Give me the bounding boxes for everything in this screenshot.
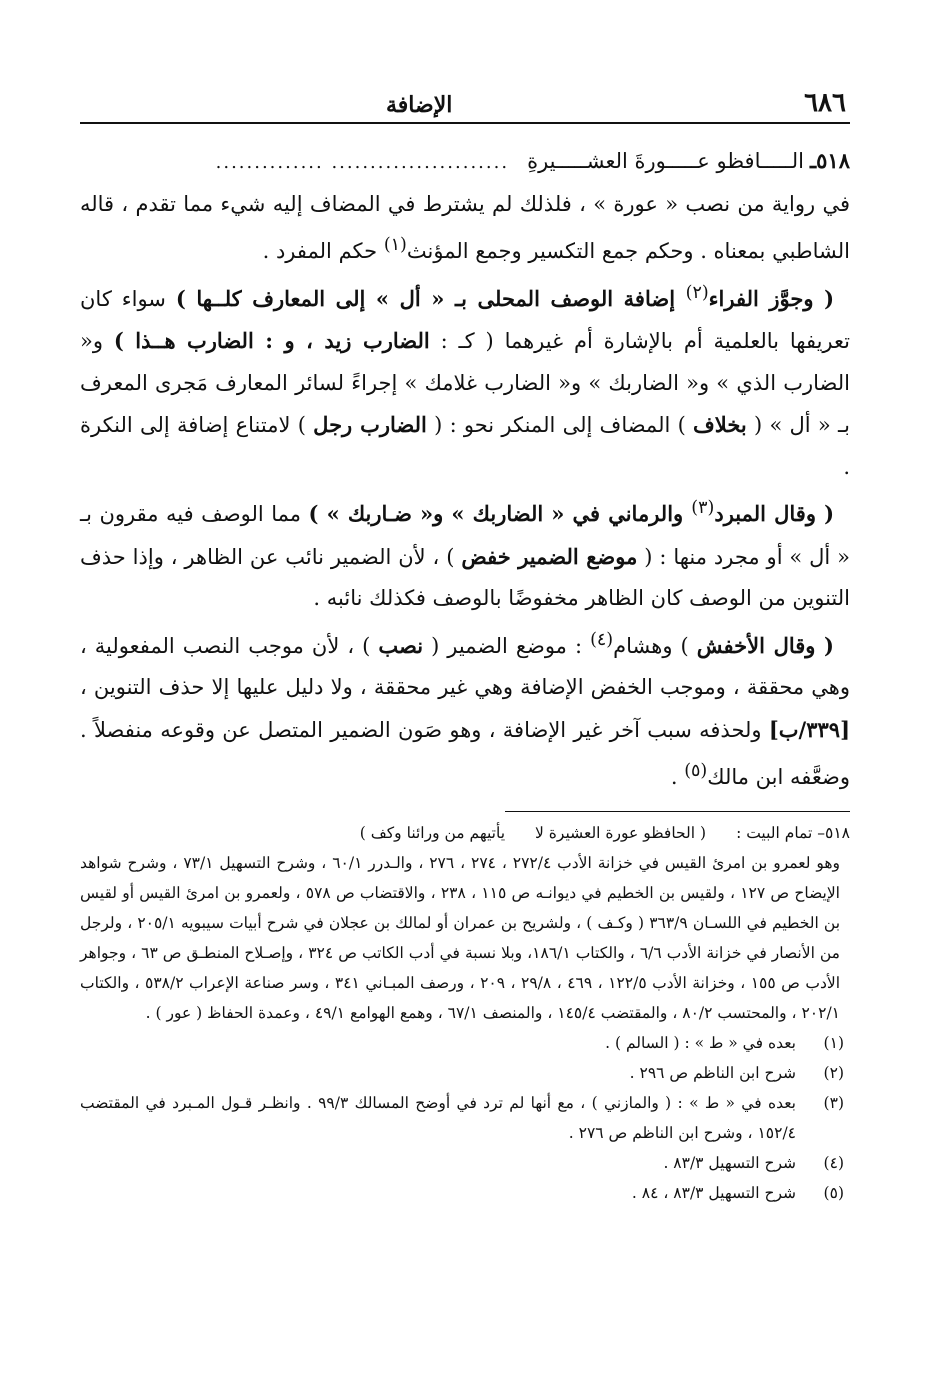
- page-title: الإضافة: [386, 92, 453, 118]
- footnote-text: شرح ابن الناظم ص ٢٩٦ .: [629, 1063, 796, 1082]
- matn-text: الضارب رجل: [313, 412, 427, 437]
- footnote-item: [80, 1148, 850, 1178]
- text-segment: حكم المفرد .: [262, 239, 384, 263]
- verse-line: [80, 140, 850, 184]
- main-text: [80, 140, 850, 799]
- footnote-number: (٤): [823, 1153, 844, 1172]
- footnote-ref: (٣): [691, 498, 715, 518]
- matn-text: نصب: [378, 632, 424, 658]
- footnote-item: [80, 1088, 850, 1148]
- verse-text: الـــــافظو عـــــورةَ العشـــــيرةِ: [527, 149, 804, 173]
- text-segment: : موضع الضمير (: [423, 633, 591, 658]
- footnote-ref: (١): [383, 235, 407, 255]
- paragraph: [80, 273, 850, 489]
- paragraph: [80, 184, 850, 273]
- footnote-number: (٢): [823, 1063, 844, 1082]
- matn-text: ( وجوَّز الفراء: [708, 285, 835, 311]
- footnotes: [80, 818, 850, 1208]
- text-segment: سواء كان تعريفها بالعلمية أم بالإشارة أم غيرهما ( كـ :: [80, 286, 850, 353]
- footnote-number: (٥): [823, 1183, 844, 1202]
- footnote-item: [80, 1058, 850, 1088]
- matn-text: موضع الضمير خفض: [461, 543, 638, 569]
- footnote-text: شرح التسهيل ٨٣/٣ .: [663, 1153, 796, 1172]
- matn-text: بخلاف: [693, 412, 747, 437]
- footnote-verse-line: [80, 818, 850, 848]
- footnote-hemistich: ( الحافظو عورة العشيرة لا: [535, 823, 707, 842]
- footnote-text: شرح التسهيل ٨٣/٣ ، ٨٤ .: [631, 1183, 796, 1202]
- footnote-ref: (٤): [590, 629, 614, 650]
- footnote-separator: [505, 811, 850, 812]
- paragraph: [80, 620, 850, 799]
- text-segment: في رواية من نصب « عورة » ، فلذلك لم يشترط في المضاف إليه شيء مما تقدم ، قاله الشاطبي بمعناه . وحكم جمع التكسير وجمع المؤنث: [80, 191, 850, 263]
- footnote-text: بعده في « ط » : ( السالم ) .: [605, 1033, 796, 1052]
- page-header: [80, 78, 850, 124]
- footnote-number: (١): [823, 1033, 844, 1052]
- matn-text: إضافة الوصف المحلى بـ « أل » إلى المعارف كلــها ): [175, 285, 686, 311]
- text-segment: ) لامتناع إضافة إلى النكرة .: [80, 413, 850, 479]
- footnote-text: بعده في « ط » : ( والمازني ) ، مع أنها لم ترد في أوضح المسالك ٩٩/٣ . وانظـر قـول المـبرد في المقتضب ١٥٢/٤ ، وشرح ابن الناظم ص ٢٧٦ .: [80, 1093, 796, 1142]
- footnote-number: (٣): [823, 1093, 844, 1112]
- verse-number: ٥١٨ـ: [810, 148, 850, 173]
- text-segment: ) المضاف إلى المنكر نحو : (: [426, 413, 694, 437]
- footnote-ref: (٢): [685, 282, 709, 303]
- verse-dots: ....................... ..............: [215, 152, 510, 173]
- text-segment: .: [670, 765, 685, 789]
- footnote-item: [80, 1028, 850, 1058]
- text-segment: ) ، لأن الضمير نائب عن الظاهر ، وإذا حذف التنوين من الوصف كان الظاهر مخفوضًا بالوصف فكذلك نائبه .: [80, 544, 850, 610]
- matn-text: ( وقال الأخفش: [696, 632, 834, 658]
- text-segment: ) وهشام: [613, 633, 697, 658]
- text-segment: مما الوصف فيه مقرون بـ « أل » أو مجرد منها : (: [80, 502, 851, 569]
- footnote-hemistich: يأتيهم من ورائنا وكف ): [359, 823, 506, 842]
- footnote-item: [80, 1178, 850, 1208]
- footnote-verse-sources: وهو لعمرو بن امرئ القيس في خزانة الأدب ٢٧٢/٤ ، ٢٧٤ ، ٢٧٦ ، والـدرر ٦٠/١ ، وشرح التسهيل ٧٣/١ ، وشرح شواهد الإيضاح ص ١٢٧ ، ولقيس بن الخطيم في ديوانـه ص ١١٥ ، ٢٣٨ ، والاقتضاب ص ٥٧٨ ، ولعمرو بن امرئ القيس أو لقيس بن الخطيم في اللسـان ٣٦٣/٩ ( وكـف ) ، ولشريح بن عمران أو لمالك بن عجلان في شرح أبيات سيبويه ٢٠٥/١ ، ولرجل من الأنصار في خزانة الأدب ٦/٦ ، والكتاب ١٨٦/١، وبلا نسبة في أدب الكاتب ص ٣٢٤ ، وإصـلاح المنطـق ص ٦٣ ، وجواهر الأدب ص ١٥٥ ، وخزانة الأدب ١٢٢/٥ ، ٤٦٩ ، ٢٩/٨ ، ٢٠٩ ، ورصف المبـاني ٣٤١ ، وسر صناعة الإعراب ٥٣٨/٢ ، والكتاب ٢٠٢/١ ، والمحتسب ٨٠/٢ ، والمقتضب ١٤٥/٤ ، والمنصف ٦٧/١ ، وهمع الهوامع ٤٩/١ ، وعمدة الحفاظ ( عور ) .: [80, 853, 841, 1022]
- paragraph: [80, 488, 850, 620]
- text-segment: ) ، لأن موجب النصب المفعولية ، وهي محققة ، وموجب الخفض الإضافة وهي غير محققة ، ولا دليل عليها إلا حذف التنوين ،: [80, 633, 850, 699]
- manuscript-folio-ref: [٣٣٩/ب]: [768, 716, 850, 742]
- text-segment: و« الضارب الذي » و« الضاربك » و« الضارب غلامك » إجراءً لسائر المعارف مَجرى المعرف بـ « أل » (: [80, 329, 851, 437]
- text-segment: ولحذفه سبب آخر غير الإضافة ، وهو صَون الضمير المتصل عن وقوعه منفصلاً . وضعَّفه ابن مالك: [80, 717, 850, 789]
- page-number: ٦٨٦: [804, 88, 846, 118]
- footnote-ref: (٥): [684, 761, 708, 781]
- matn-text: الضارب زيد ، و : الضارب هــذا ): [113, 328, 430, 353]
- matn-text: ( وقال المبرد: [714, 501, 835, 526]
- footnote-verse-label: ٥١٨– تمام البيت :: [736, 823, 850, 842]
- matn-text: والرماني في « الضاربك » و« ضـاربك » ): [308, 501, 692, 526]
